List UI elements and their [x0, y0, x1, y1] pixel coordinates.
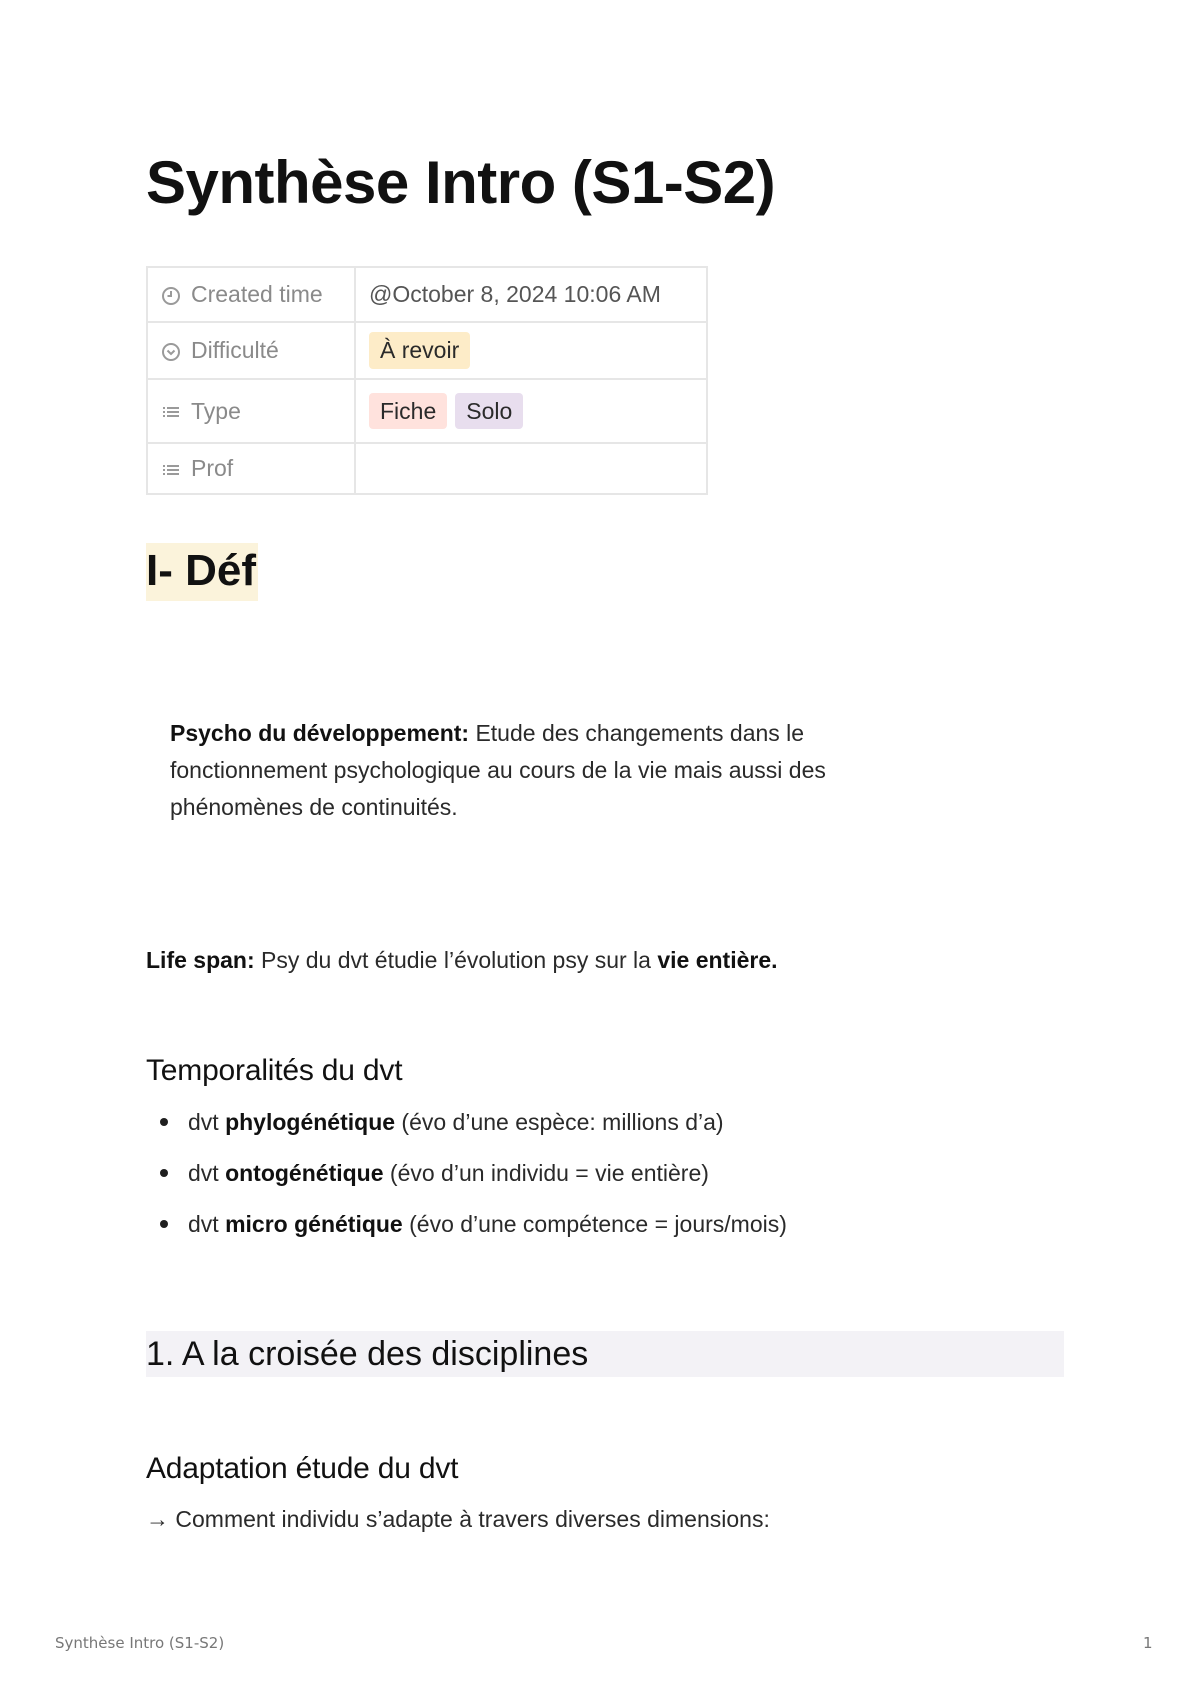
item-rest: (évo d’une espèce: millions d’a)	[395, 1109, 724, 1135]
adaptation-line: → Comment individu s’adapte à travers diverses dimensions:	[146, 1506, 770, 1532]
property-value[interactable]: @October 8, 2024 10:06 AM	[355, 267, 707, 322]
tag-fiche[interactable]: Fiche	[369, 393, 447, 430]
property-value[interactable]	[355, 379, 707, 443]
property-key-label: Difficulté	[191, 337, 279, 363]
temporalites-heading: Temporalités du dvt	[146, 1054, 403, 1087]
lifespan-bold: vie entière.	[657, 947, 778, 973]
bullet-icon	[160, 1220, 168, 1228]
section-heading-def: I- Déf	[146, 543, 258, 601]
item-bold: phylogénétique	[225, 1109, 396, 1135]
item-bold: ontogénétique	[225, 1160, 384, 1186]
item-rest: (évo d’un individu = vie entière)	[383, 1160, 709, 1186]
definition-callout	[170, 715, 940, 826]
tag-a-revoir[interactable]: À revoir	[369, 332, 470, 369]
list-item	[146, 1207, 787, 1258]
adaptation-heading: Adaptation étude du dvt	[146, 1452, 459, 1485]
property-key	[147, 322, 355, 379]
bullet-icon	[160, 1169, 168, 1177]
item-prefix: dvt	[188, 1160, 226, 1186]
tag-solo[interactable]: Solo	[455, 393, 523, 430]
list-icon	[161, 460, 181, 480]
property-key	[147, 443, 355, 494]
item-prefix: dvt	[188, 1109, 226, 1135]
bullet-icon	[160, 1118, 168, 1126]
item-prefix: dvt	[188, 1211, 226, 1237]
property-row-created-time	[147, 267, 707, 322]
page-number: 1	[1143, 1634, 1153, 1652]
property-key-label: Prof	[191, 455, 234, 481]
lifespan-text: Psy du dvt étudie l’évolution psy sur la	[254, 947, 658, 973]
section-heading-disciplines: 1. A la croisée des disciplines	[146, 1331, 1064, 1377]
property-row-difficulte	[147, 322, 707, 379]
lifespan-paragraph	[146, 942, 778, 979]
item-rest: (évo d’une compétence = jours/mois)	[402, 1211, 787, 1237]
property-row-type	[147, 379, 707, 443]
callout-term: Psycho du développement:	[170, 720, 470, 746]
property-value[interactable]	[355, 443, 707, 494]
temporalites-list	[146, 1105, 787, 1258]
footer-title: Synthèse Intro (S1-S2)	[55, 1634, 225, 1652]
property-row-prof	[147, 443, 707, 494]
list-item	[146, 1156, 787, 1207]
callout-text: Etude des changements dans le fonctionnement psychologique au cours de la vie mais aussi des phénomènes de continuités.	[170, 720, 826, 820]
properties-table	[146, 266, 708, 495]
lifespan-term: Life span:	[146, 947, 255, 973]
property-key-label: Type	[191, 397, 241, 424]
property-key	[147, 267, 355, 322]
select-icon	[161, 342, 181, 362]
property-key-label: Created time	[191, 281, 323, 307]
property-value[interactable]	[355, 322, 707, 379]
clock-icon	[161, 286, 181, 306]
item-bold: micro génétique	[225, 1211, 403, 1237]
property-key	[147, 379, 355, 443]
list-icon	[161, 402, 181, 422]
page-title: Synthèse Intro (S1-S2)	[146, 149, 776, 216]
list-item	[146, 1105, 787, 1156]
